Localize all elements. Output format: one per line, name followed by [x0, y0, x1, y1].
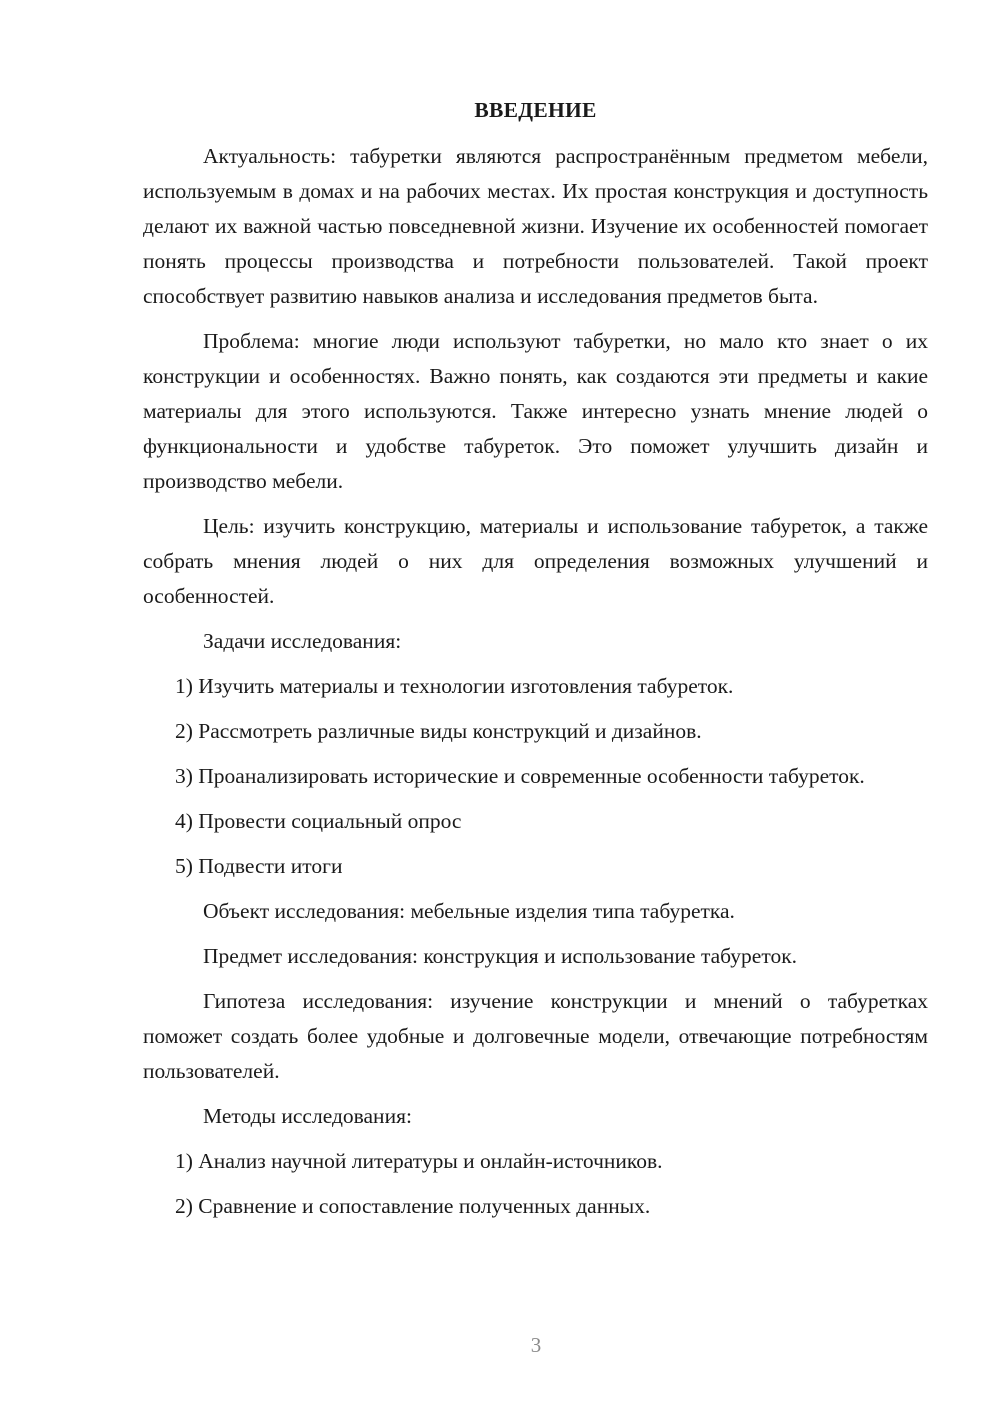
task-item: 5) Подвести итоги	[175, 854, 343, 878]
task-item: 3) Проанализировать исторические и современные особенности табуреток.	[175, 764, 865, 788]
object-line: Объект исследования: мебельные изделия типа табуретка.	[203, 899, 735, 923]
task-item: 2) Рассмотреть различные виды конструкций и дизайнов.	[175, 719, 702, 743]
hypothesis-paragraph: Гипотеза исследования: изучение конструкции и мнений о табуретках поможет создать более удобные и долговечные модели, отвечающие потребностям пользователей.	[143, 989, 928, 1083]
task-item: 1) Изучить материалы и технологии изготовления табуреток.	[175, 674, 734, 698]
tasks-heading: Задачи исследования:	[203, 629, 402, 653]
method-item: 1) Анализ научной литературы и онлайн-источников.	[175, 1149, 663, 1173]
methods-heading: Методы исследования:	[203, 1104, 412, 1128]
document-page	[143, 95, 928, 1234]
goal-paragraph: Цель: изучить конструкцию, материалы и использование табуреток, а также собрать мнения людей о них для определения возможных улучшений и особенностей.	[143, 514, 928, 608]
page-title: ВВЕДЕНИЕ	[474, 98, 597, 122]
subject-line: Предмет исследования: конструкция и использование табуреток.	[203, 944, 798, 968]
method-item: 2) Сравнение и сопоставление полученных данных.	[175, 1194, 651, 1218]
page-number: 3	[530, 1333, 542, 1357]
problem-paragraph: Проблема: многие люди используют табуретки, но мало кто знает о их конструкции и особенностях. Важно понять, как создаются эти предметы и какие материалы для этого используются. Также интересно узнать мнение людей о функциональности и удобстве табуреток. Это поможет улучшить дизайн и производство мебели.	[143, 329, 928, 493]
relevance-paragraph: Актуальность: табуретки являются распространённым предметом мебели, используемым в домах и на рабочих местах. Их простая конструкция и доступность делают их важной частью повседневной жизни. Изучение их особенностей помогает понять процессы производства и потребности пользователей. Такой проект способствует развитию навыков анализа и исследования предметов быта.	[143, 144, 928, 308]
task-item: 4) Провести социальный опрос	[175, 809, 462, 833]
